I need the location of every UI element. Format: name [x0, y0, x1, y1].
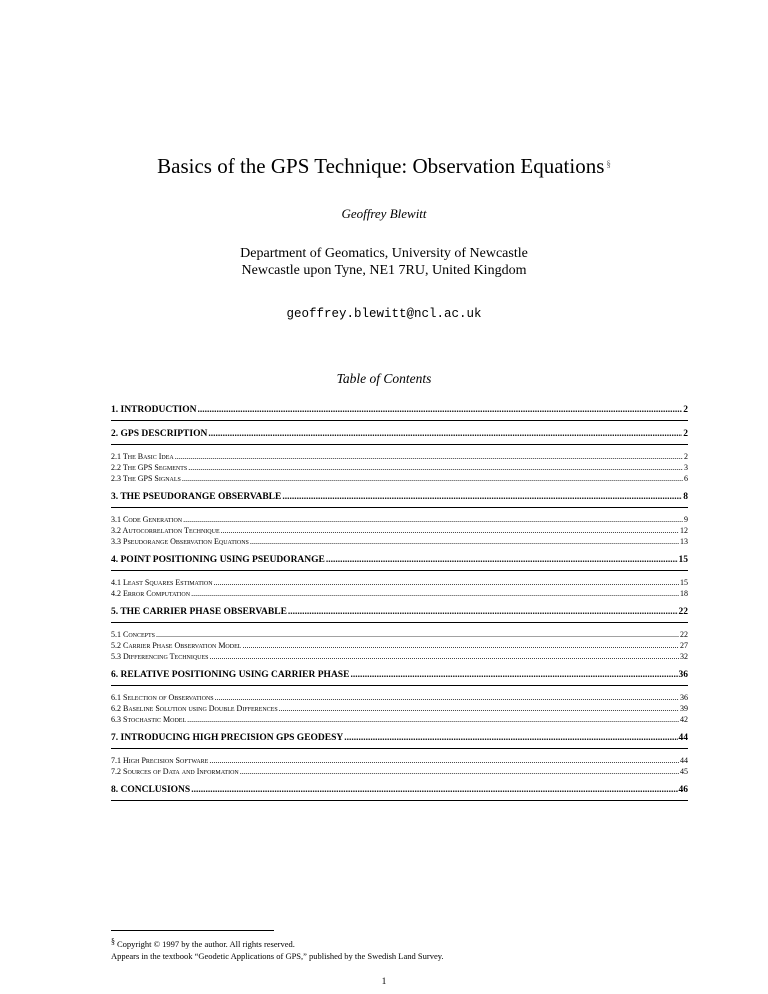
- affiliation-line: Newcastle upon Tyne, NE1 7RU, United Kingdom: [241, 263, 527, 278]
- toc-subsection-entry-label: 4.1 Least Squares Estimation: [111, 578, 213, 587]
- toc-section-entry[interactable]: [111, 491, 688, 503]
- section-gap: [111, 484, 688, 491]
- section-gap: [111, 807, 688, 808]
- footnote: [111, 936, 711, 962]
- toc-subsection-entry-page: 27: [680, 641, 688, 650]
- section-gap: [111, 662, 688, 669]
- toc-subsection-entry[interactable]: [111, 629, 688, 640]
- footnote-line: § Copyright © 1997 by the author. All rights reserved.: [111, 937, 295, 949]
- section-rule: [111, 748, 688, 749]
- toc-subsection-entry[interactable]: [111, 525, 688, 536]
- toc-subsection-entry[interactable]: [111, 577, 688, 588]
- toc-subsection-entry-label: 3.3 Pseudorange Observation Equations: [111, 537, 249, 546]
- toc-subsection-entry-label: 6.1 Selection of Observations: [111, 693, 214, 702]
- leader-dots: [344, 732, 677, 744]
- toc-subsection-entry-page: 36: [680, 693, 688, 702]
- toc-subsection-entry-label: 6.3 Stochastic Model: [111, 715, 187, 724]
- toc-subsection-entry[interactable]: [111, 755, 688, 766]
- toc-subsection-entry[interactable]: [111, 640, 688, 651]
- table-of-contents: [111, 404, 688, 808]
- leader-dots: [215, 692, 679, 703]
- toc-section-entry-page: 2: [683, 405, 688, 415]
- toc-section-entry-page: 46: [678, 785, 688, 795]
- toc-subsection-entry-page: 44: [680, 756, 688, 765]
- leader-dots: [288, 606, 678, 618]
- toc-section-entry-page: 8: [683, 492, 688, 502]
- toc-subsection-entry[interactable]: [111, 462, 688, 473]
- toc-subsection-entry-label: 5.3 Differencing Techniques: [111, 652, 209, 661]
- toc-section-entry-label: 2. GPS DESCRIPTION: [111, 429, 208, 439]
- toc-subsection-entry[interactable]: [111, 692, 688, 703]
- toc-subsection-entry-label: 3.2 Autocorrelation Technique: [111, 526, 220, 535]
- title-footnote-mark: §: [606, 159, 611, 169]
- leader-dots: [188, 462, 683, 473]
- section-rule: [111, 444, 688, 445]
- toc-subsection-entry-label: 3.1 Code Generation: [111, 515, 183, 524]
- toc-subsection-entry-label: 7.2 Sources of Data and Information: [111, 767, 239, 776]
- toc-section-entry-label: 4. POINT POSITIONING USING PSEUDORANGE: [111, 555, 325, 565]
- toc-section-entry-page: 15: [678, 555, 688, 565]
- section-gap: [111, 547, 688, 554]
- toc-section-entry[interactable]: [111, 669, 688, 681]
- section-gap: [111, 725, 688, 732]
- section-gap: [111, 777, 688, 784]
- leader-dots: [191, 784, 677, 796]
- author-email: geoffrey.blewitt@ncl.ac.uk: [286, 307, 482, 321]
- toc-section-entry[interactable]: [111, 554, 688, 566]
- toc-section-entry-page: 36: [678, 670, 688, 680]
- page-number: 1: [381, 977, 387, 987]
- toc-subsection-entry-label: 5.2 Carrier Phase Observation Model: [111, 641, 242, 650]
- toc-subsection-entry-label: 4.2 Error Computation: [111, 589, 191, 598]
- leader-dots: [242, 640, 679, 651]
- leader-dots: [240, 766, 679, 777]
- toc-section-entry-label: 8. CONCLUSIONS: [111, 785, 191, 795]
- section-rule: [111, 685, 688, 686]
- toc-section-entry[interactable]: [111, 784, 688, 796]
- toc-subsection-entry-label: 5.1 Concepts: [111, 630, 156, 639]
- toc-subsection-entry[interactable]: [111, 536, 688, 547]
- leader-dots: [187, 714, 679, 725]
- toc-subsection-entry-page: 32: [680, 652, 688, 661]
- leader-dots: [209, 755, 679, 766]
- toc-subsection-entry[interactable]: [111, 714, 688, 725]
- toc-subsection-entry-label: 6.2 Baseline Solution using Double Differences: [111, 704, 278, 713]
- leader-dots: [250, 536, 679, 547]
- leader-dots: [326, 554, 678, 566]
- leader-dots: [182, 473, 683, 484]
- footnote-mark: §: [111, 937, 115, 946]
- toc-subsection-entry-label: 2.3 The GPS Signals: [111, 474, 181, 483]
- toc-subsection-entry[interactable]: [111, 651, 688, 662]
- toc-section-entry-page: 2: [683, 429, 688, 439]
- toc-heading: Table of Contents: [336, 371, 432, 386]
- toc-subsection-entry-page: 9: [684, 515, 688, 524]
- leader-dots: [156, 629, 679, 640]
- toc-subsection-entry[interactable]: [111, 703, 688, 714]
- toc-subsection-entry-page: 2: [684, 452, 688, 461]
- toc-subsection-entry-page: 42: [680, 715, 688, 724]
- toc-subsection-entry-page: 45: [680, 767, 688, 776]
- author-affiliation: [0, 245, 768, 279]
- toc-section-entry[interactable]: [111, 404, 688, 416]
- author-name: Geoffrey Blewitt: [341, 206, 427, 221]
- toc-subsection-entry-page: 22: [680, 630, 688, 639]
- leader-dots: [175, 451, 683, 462]
- section-rule: [111, 800, 688, 801]
- toc-subsection-entry-label: 2.2 The GPS Segments: [111, 463, 188, 472]
- toc-section-entry-label: 3. THE PSEUDORANGE OBSERVABLE: [111, 492, 282, 502]
- toc-section-entry[interactable]: [111, 732, 688, 744]
- section-rule: [111, 420, 688, 421]
- toc-section-entry-label: 7. INTRODUCING HIGH PRECISION GPS GEODESY: [111, 733, 344, 743]
- leader-dots: [198, 404, 683, 416]
- leader-dots: [208, 428, 682, 440]
- leader-dots: [221, 525, 679, 536]
- toc-section-entry-page: 22: [678, 607, 688, 617]
- toc-subsection-entry[interactable]: [111, 473, 688, 484]
- footnote-line: Appears in the textbook “Geodetic Applications of GPS,” published by the Swedish Land Survey.: [111, 951, 444, 961]
- leader-dots: [279, 703, 679, 714]
- leader-dots: [191, 588, 679, 599]
- toc-subsection-entry[interactable]: [111, 766, 688, 777]
- toc-section-entry-page: 44: [678, 733, 688, 743]
- toc-section-entry[interactable]: [111, 606, 688, 618]
- document-title: Basics of the GPS Technique: Observation Equations §: [157, 154, 611, 178]
- leader-dots: [282, 491, 682, 503]
- toc-subsection-entry-page: 3: [684, 463, 688, 472]
- toc-subsection-entry-page: 18: [680, 589, 688, 598]
- toc-subsection-entry[interactable]: [111, 514, 688, 525]
- toc-subsection-entry[interactable]: [111, 588, 688, 599]
- toc-section-entry-label: 1. INTRODUCTION: [111, 405, 197, 415]
- leader-dots: [210, 651, 679, 662]
- toc-subsection-entry-label: 7.1 High Precision Software: [111, 756, 209, 765]
- section-rule: [111, 570, 688, 571]
- section-rule: [111, 507, 688, 508]
- leader-dots: [183, 514, 683, 525]
- toc-section-entry[interactable]: [111, 428, 688, 440]
- toc-subsection-entry-page: 15: [680, 578, 688, 587]
- toc-subsection-entry[interactable]: [111, 451, 688, 462]
- toc-subsection-entry-page: 13: [680, 537, 688, 546]
- toc-subsection-entry-label: 2.1 The Basic Idea: [111, 452, 174, 461]
- section-rule: [111, 622, 688, 623]
- leader-dots: [214, 577, 679, 588]
- leader-dots: [350, 669, 677, 681]
- toc-subsection-entry-page: 39: [680, 704, 688, 713]
- affiliation-line: Department of Geomatics, University of Newcastle: [240, 246, 528, 261]
- toc-subsection-entry-page: 12: [680, 526, 688, 535]
- section-gap: [111, 599, 688, 606]
- toc-section-entry-label: 5. THE CARRIER PHASE OBSERVABLE: [111, 607, 287, 617]
- toc-section-entry-label: 6. RELATIVE POSITIONING USING CARRIER PHASE: [111, 670, 350, 680]
- toc-subsection-entry-page: 6: [684, 474, 688, 483]
- footnote-divider: [111, 930, 274, 931]
